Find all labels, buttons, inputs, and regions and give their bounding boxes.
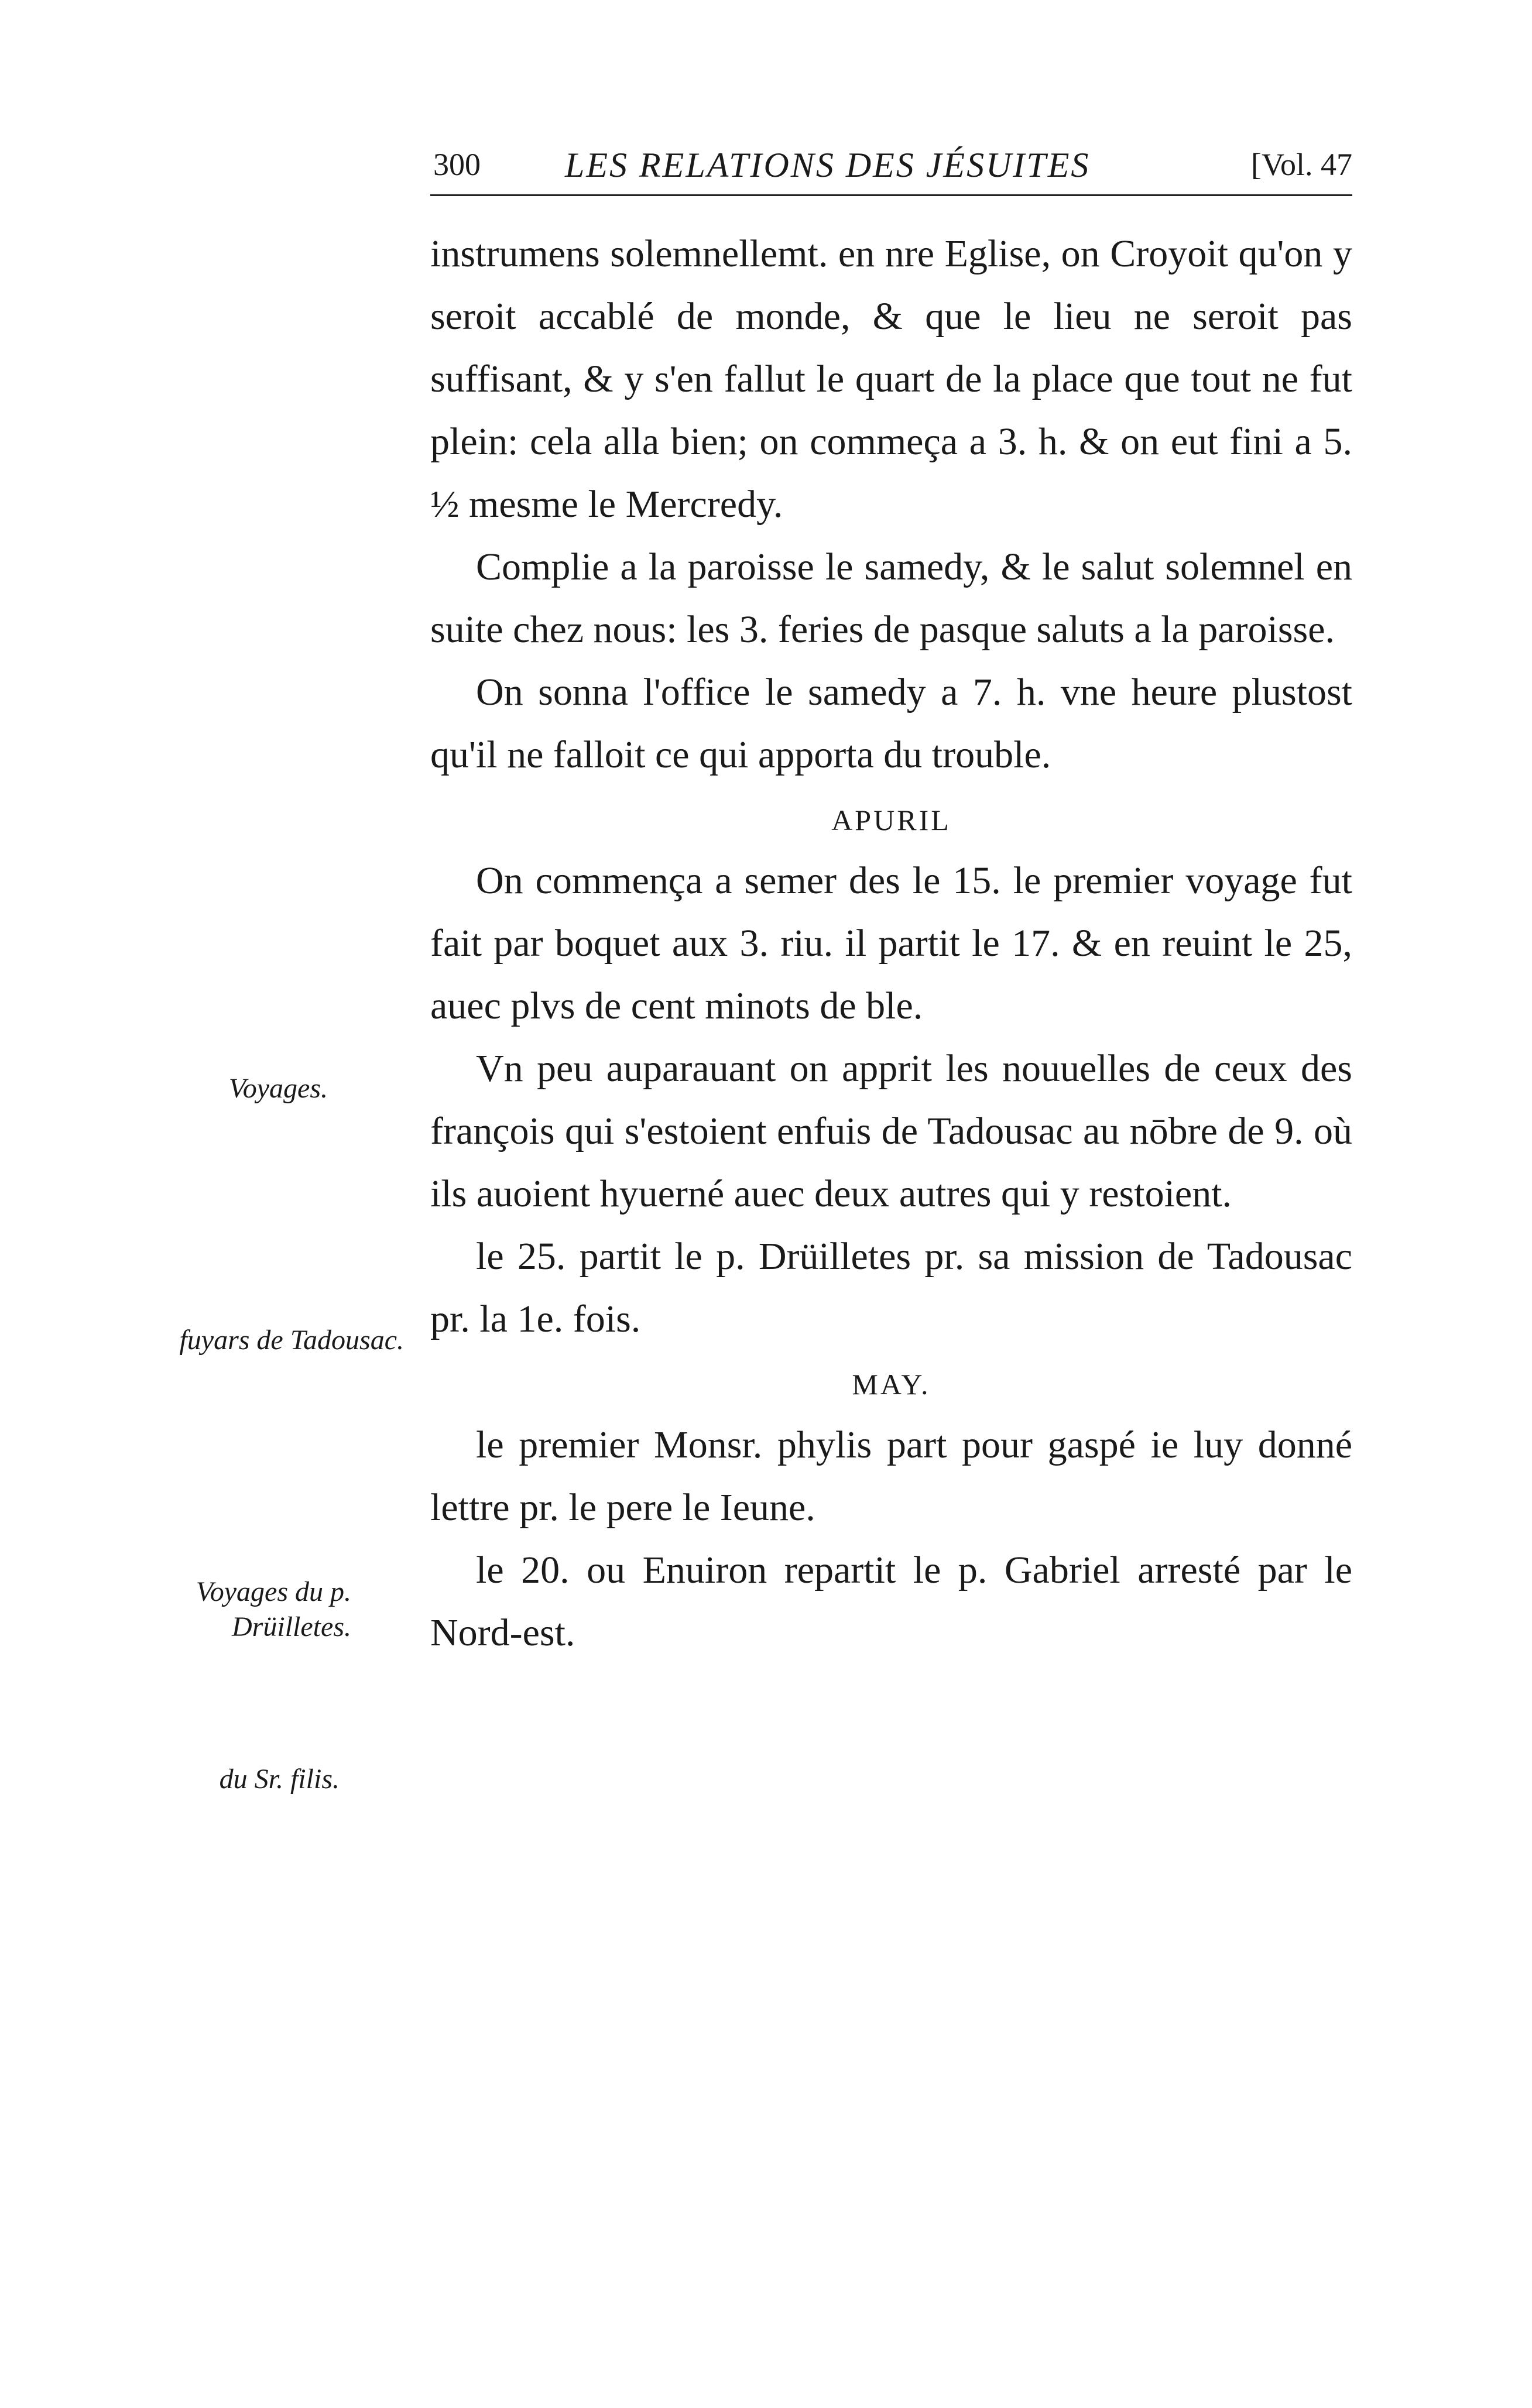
paragraph: le 20. ou Enuiron repartit le p. Gabriel arresté par le Nord-est. xyxy=(430,1549,1352,1654)
body-text xyxy=(430,222,1352,1664)
paragraph: le premier Monsr. phylis part pour gaspé ie luy donné lettre pr. le pere le Ieune. xyxy=(430,1423,1352,1529)
paragraph: Complie a la paroisse le samedy, & le salut solemnel en suite chez nous: les 3. feries de pasque saluts a la paroisse. xyxy=(430,546,1352,651)
margin-note-du-sr-filis: du Sr. filis. xyxy=(219,1764,340,1795)
margin-note-line: Drüilletes. xyxy=(232,1611,351,1642)
paragraph: instrumens solemnellemt. en nre Eglise, on Croyoit qu'on y seroit accablé de monde, & que le lieu ne seroit pas suffisant, & y s'en fallut le quart de la place que tout ne fut plein: cela alla bien; on commeça a 3. h. & on eut fini a 5. ½ mesme le Mercredy. xyxy=(430,232,1352,526)
running-head xyxy=(430,136,1352,196)
paragraph: On commença a semer des le 15. le premier voyage fut fait par boquet aux 3. riu. il partit le 17. & en reuint le 25, auec plvs de cent minots de ble. xyxy=(430,859,1352,1027)
section-heading-april: APURIL xyxy=(831,804,951,836)
margin-note-voyages: Voyages. xyxy=(228,1073,328,1104)
running-title: LES RELATIONS DES JÉSUITES xyxy=(565,146,1091,184)
volume-label: [Vol. 47 xyxy=(1250,147,1352,182)
paragraph: le 25. partit le p. Drüilletes pr. sa mission de Tadousac pr. la 1e. fois. xyxy=(430,1235,1352,1340)
margin-note-line: Voyages du p. xyxy=(196,1576,351,1607)
paragraph: Vn peu auparauant on apprit les nouuelles de ceux des françois qui s'estoient enfuis de Tadousac au nōbre de 9. où ils auoient hyuerné auec deux autres qui y restoient. xyxy=(430,1047,1352,1215)
page-number: 300 xyxy=(433,147,481,182)
paragraph: On sonna l'office le samedy a 7. h. vne heure plustost qu'il ne falloit ce qui apporta du trouble. xyxy=(430,671,1352,776)
section-heading-may: MAY. xyxy=(852,1368,931,1401)
margin-note-fuyars: fuyars de Tadousac. xyxy=(179,1325,404,1356)
margin-note-voyages-du-p xyxy=(70,1575,351,1645)
